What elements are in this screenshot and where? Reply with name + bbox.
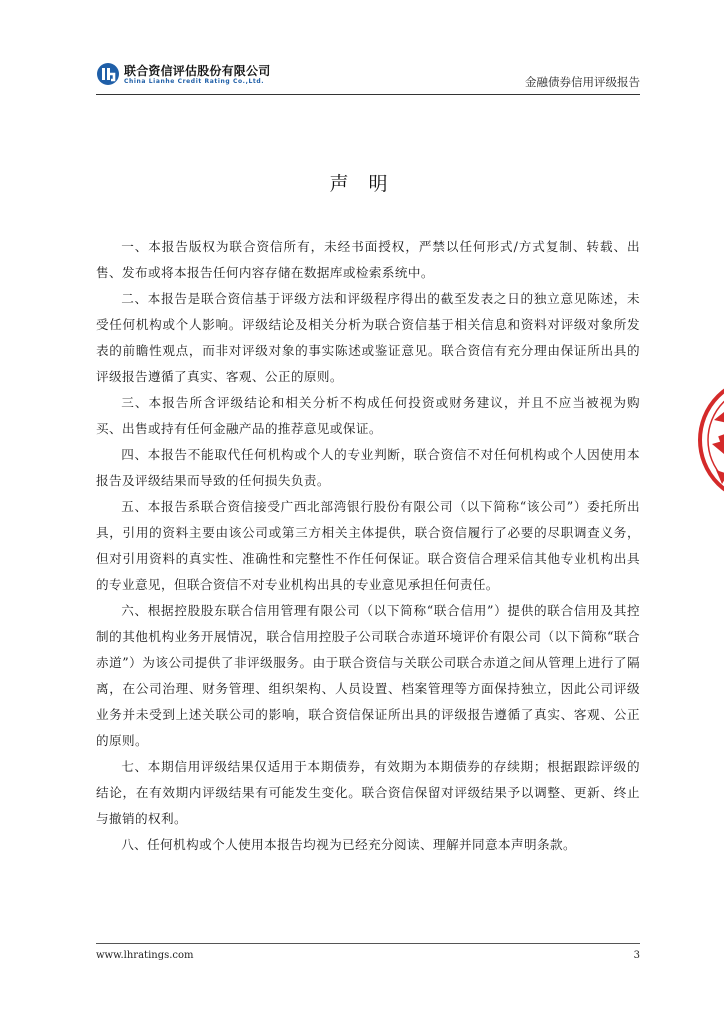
footer-divider <box>96 943 640 944</box>
report-type-label: 金融债券信用评级报告 <box>525 75 640 89</box>
statement-body <box>96 234 640 858</box>
company-logo-icon <box>96 62 120 86</box>
statement-paragraph-4: 四、本报告不能取代任何机构或个人的专业判断，联合资信不对任何机构或个人因使用本报告及评级结果而导致的任何损失负责。 <box>96 447 640 488</box>
statement-paragraph-1: 一、本报告版权为联合资信所有，未经书面授权，严禁以任何形式/方式复制、转载、出售、发布或将本报告任何内容存储在数据库或检索系统中。 <box>96 239 640 280</box>
statement-paragraph-7: 七、本期信用评级结果仅适用于本期债券，有效期为本期债券的存续期；根据跟踪评级的结论，在有效期内评级结果有可能发生变化。联合资信保留对评级结果予以调整、更新、终止与撤销的权利。 <box>96 759 640 826</box>
header-divider <box>96 94 640 95</box>
company-name-cn: 联合资信评估股份有限公司 <box>124 64 271 78</box>
page-header <box>96 60 640 94</box>
statement-paragraph-8: 八、任何机构或个人使用本报告均视为已经充分阅读、理解并同意本声明条款。 <box>121 837 576 852</box>
company-name-en: China Lianhe Credit Rating Co.,Ltd. <box>124 78 265 85</box>
statement-paragraph-5: 五、本报告系联合资信接受广西北部湾银行股份有限公司（以下简称“该公司”）委托所出具，引用的资料主要由该公司或第三方相关主体提供，联合资信履行了必要的尽职调查义务，但对引用资料的真实性、准确性和完整性不作任何保证。联合资信合理采信其他专业机构出具的专业意见，但联合资信不对专业机构出具的专业意见承担任何责任。 <box>96 499 640 592</box>
seal-stamp-icon <box>692 340 724 540</box>
footer-website-link[interactable]: www.lhratings.com <box>96 950 194 961</box>
page-number: 3 <box>633 950 640 961</box>
statement-paragraph-6: 六、根据控股股东联合信用管理有限公司（以下简称“联合信用”）提供的联合信用及其控制的其他机构业务开展情况，联合信用控股子公司联合赤道环境评价有限公司（以下简称“联合赤道”）为该公司提供了非评级服务。由于联合资信与关联公司联合赤道之间从管理上进行了隔离，在公司治理、财务管理、组织架构、人员设置、档案管理等方面保持独立，因此公司评级业务并未受到上述关联公司的影响，联合资信保证所出具的评级报告遵循了真实、客观、公正的原则。 <box>96 603 640 748</box>
statement-paragraph-3: 三、本报告所含评级结论和相关分析不构成任何投资或财务建议，并且不应当被视为购买、出售或持有任何金融产品的推荐意见或保证。 <box>96 395 640 436</box>
page-title: 声 明 <box>329 173 395 195</box>
statement-paragraph-2: 二、本报告是联合资信基于评级方法和评级程序得出的截至发表之日的独立意见陈述，未受任何机构或个人影响。评级结论及相关分析为联合资信基于相关信息和资料对评级对象所发表的前瞻性观点，而非对评级对象的事实陈述或鉴证意见。联合资信有充分理由保证所出具的评级报告遵循了真实、客观、公正的原则。 <box>96 291 640 384</box>
